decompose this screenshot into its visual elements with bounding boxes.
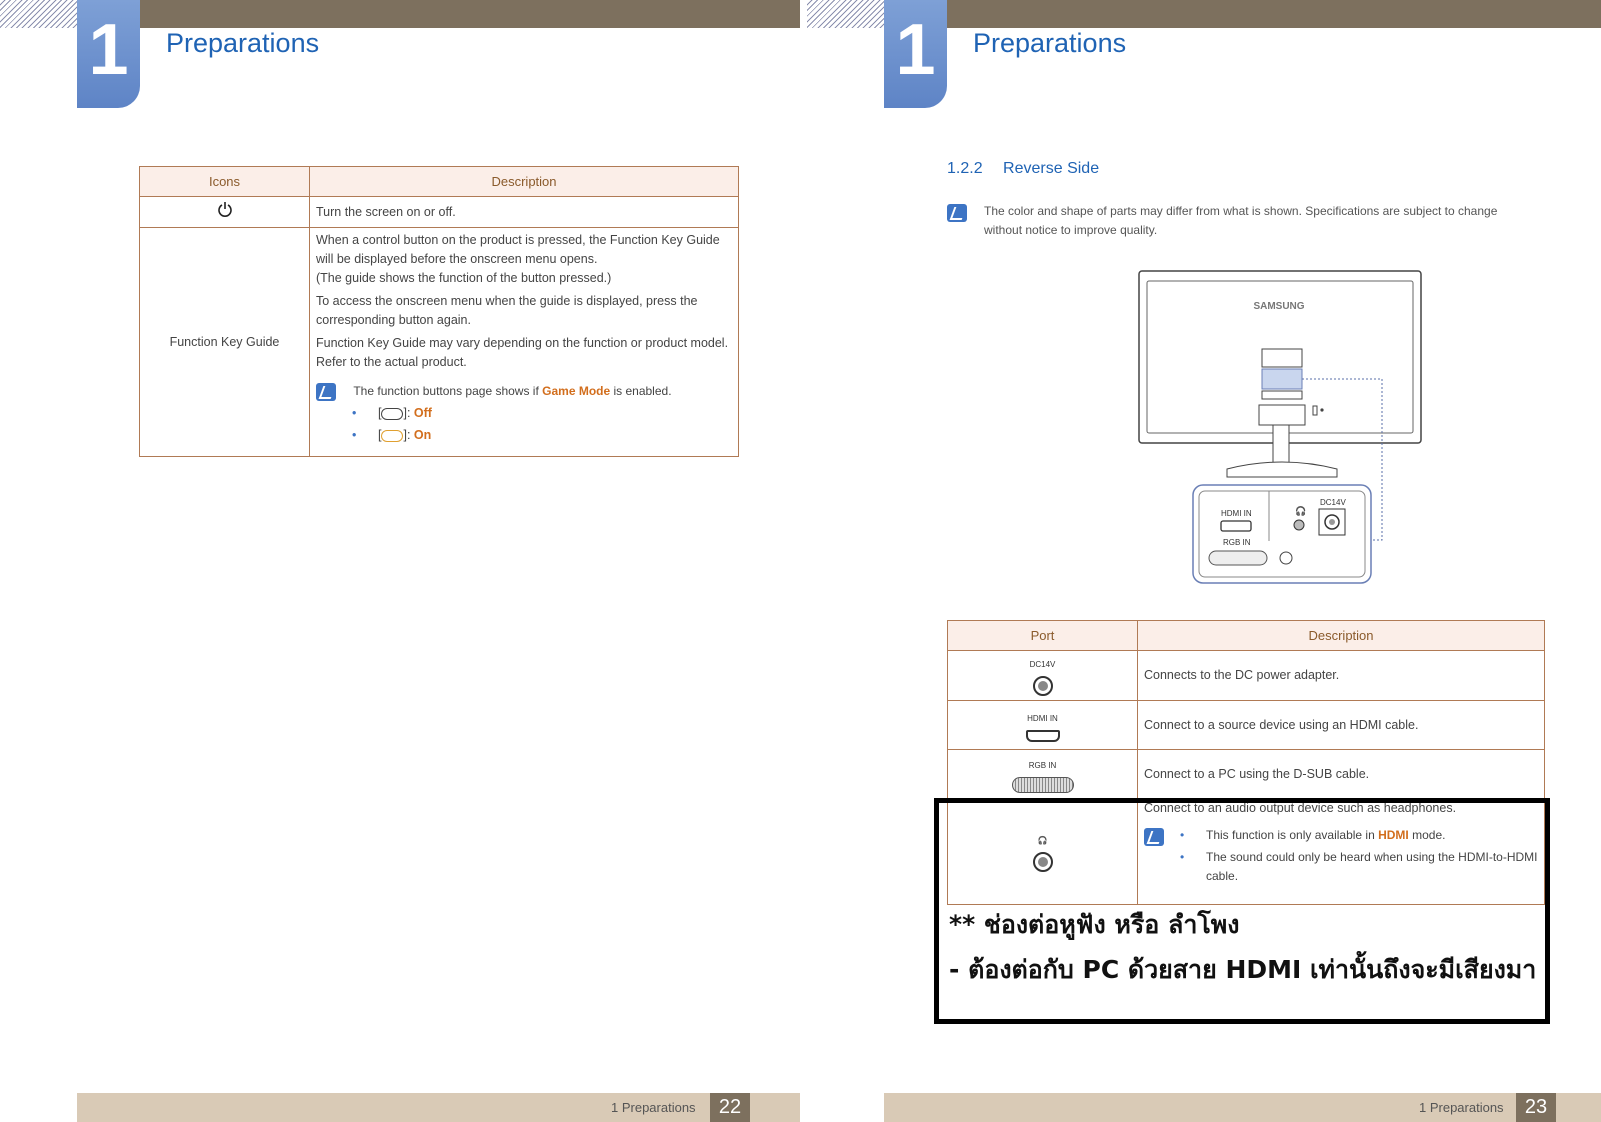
paragraph: To access the onscreen menu when the guide is displayed, press the corresponding button again. — [316, 294, 698, 327]
icons-table — [139, 166, 739, 457]
right-page — [807, 0, 1601, 1122]
power-description: Turn the screen on or off. — [310, 197, 739, 228]
page-number: 23 — [1516, 1093, 1556, 1122]
note-text: The color and shape of parts may differ from what is shown. Specifications are subject to change without notice to improve quality. — [984, 204, 1498, 237]
list-item: • [ ]: Off — [352, 404, 732, 423]
function-key-guide-description — [310, 228, 739, 457]
dc-port-label: DC14V — [1029, 660, 1056, 669]
game-mode-list — [352, 404, 732, 445]
power-icon-cell — [140, 197, 310, 228]
note-block — [947, 202, 1527, 240]
game-mode-highlight: Game Mode — [542, 384, 611, 398]
hdmi-highlight: HDMI — [1378, 828, 1409, 842]
table-row — [948, 651, 1545, 701]
table-row — [140, 197, 739, 228]
hdmi-port-description: Connect to a source device using an HDMI cable. — [1138, 701, 1545, 750]
dc-port-cell — [948, 651, 1138, 701]
footer-label: 1 Preparations — [611, 1100, 696, 1115]
headphone-icon: 🎧 — [1037, 836, 1048, 845]
rgb-port-label: RGB IN — [1028, 760, 1057, 770]
chapter-number-tab: 1 — [884, 0, 947, 108]
header-icons: Icons — [140, 167, 310, 197]
chapter-title: Preparations — [973, 28, 1127, 58]
note-icon — [947, 204, 967, 222]
headphone-description: Connect to an audio output device such as headphones. — [1144, 801, 1457, 815]
left-page — [0, 0, 800, 1122]
page-number: 22 — [710, 1093, 750, 1122]
header-hatch — [807, 0, 884, 28]
header-bar — [947, 0, 1601, 28]
rgb-port-description: Connect to a PC using the D-SUB cable. — [1138, 750, 1545, 799]
dc-jack-icon — [1033, 676, 1053, 696]
header-hatch — [0, 0, 77, 28]
list-item: • This function is only available in HDMI mode. — [1180, 826, 1538, 845]
table-row — [948, 750, 1545, 799]
rgb-port-cell — [948, 750, 1138, 799]
table-header-row — [140, 167, 739, 197]
hdmi-port-label: HDMI IN — [1027, 713, 1058, 723]
thai-annotation-line2: - ต้องต่อกับ PC ด้วยสาย HDMI เท่านั้นถึงจะมีเสียงมา — [949, 955, 1537, 984]
hdmi-port-icon — [1026, 730, 1060, 742]
gamepad-off-icon — [381, 408, 403, 420]
dc-port-description: Connects to the DC power adapter. — [1138, 651, 1545, 701]
monitor-rear-diagram — [1137, 265, 1437, 595]
header-description: Description — [310, 167, 739, 197]
headphone-icon: 🎧 — [1295, 507, 1307, 517]
hdmi-port-cell — [948, 701, 1138, 750]
function-key-guide-label: Function Key Guide — [140, 228, 310, 457]
section-title — [947, 160, 1099, 178]
hdmi-in-label: HDMI IN — [1221, 509, 1252, 518]
power-icon — [217, 201, 233, 217]
section-name: Reverse Side — [1003, 160, 1100, 177]
vga-port-icon — [1012, 777, 1074, 793]
dc-label: DC14V — [1320, 498, 1346, 507]
table-row — [948, 701, 1545, 750]
paragraph: Function Key Guide may vary depending on the function or product model. Refer to the actual product. — [316, 336, 729, 369]
game-mode-note: The function buttons page shows if Game Mode is enabled. — [316, 382, 732, 401]
list-item: • The sound could only be heard when using the HDMI-to-HDMI cable. — [1180, 848, 1538, 886]
thai-annotation-line1: ** ช่องต่อหูฟัง หรือ ลำโพง — [949, 910, 1240, 939]
paragraph: (The guide shows the function of the button pressed.) — [316, 271, 612, 285]
gamepad-on-icon — [381, 430, 403, 442]
page-footer — [77, 1093, 800, 1122]
note-icon — [316, 383, 336, 401]
list-item: • [ ]: On — [352, 426, 732, 445]
brand-text: SAMSUNG — [1253, 301, 1305, 312]
page-footer — [884, 1093, 1601, 1122]
rgb-in-label: RGB IN — [1223, 538, 1251, 547]
chapter-number-tab: 1 — [77, 0, 140, 108]
header-port: Port — [948, 621, 1138, 651]
footer-label: 1 Preparations — [1419, 1100, 1504, 1115]
table-row — [140, 228, 739, 457]
header-bar — [140, 0, 800, 28]
section-number: 1.2.2 — [947, 160, 983, 177]
table-header-row — [948, 621, 1545, 651]
paragraph: When a control button on the product is pressed, the Function Key Guide will be displayed before the onscreen menu opens. — [316, 233, 720, 266]
header-description: Description — [1138, 621, 1545, 651]
chapter-title: Preparations — [166, 28, 320, 58]
